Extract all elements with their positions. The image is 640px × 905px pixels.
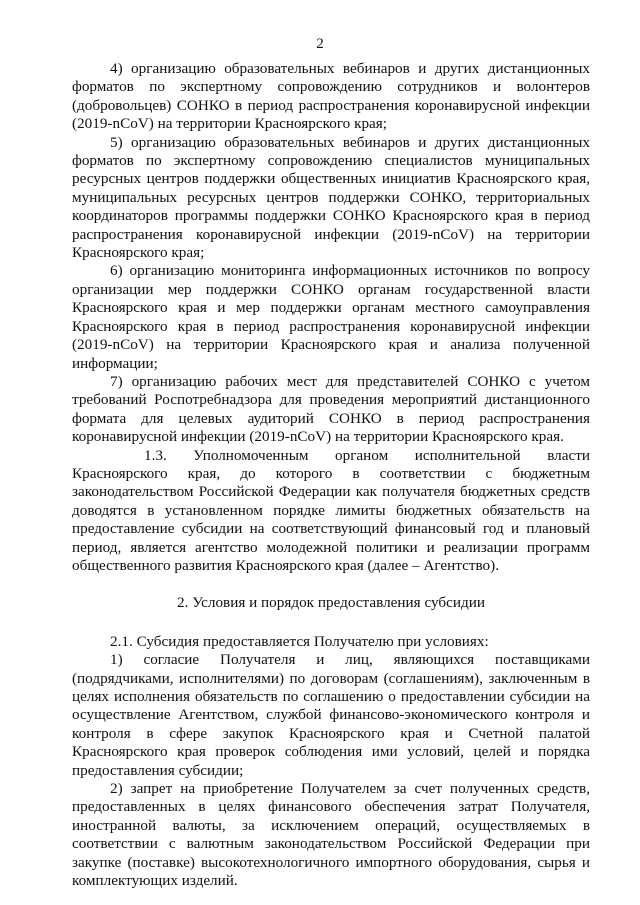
list-item-7: 7) организацию рабочих мест для представителей СОНКО с учетом требований Роспотребнадзора для проведения мероприятий дистанционного формата для целевых аудиторий СОНКО в период распространения коронавирусной инфекции (2019-nCoV) на территории Красноярского края. (72, 372, 590, 446)
condition-item-2: 2) запрет на приобретение Получателем за счет полученных средств, предоставленных в целях финансового обеспечения затрат Получателя, иностранной валюты, за исключением операций, осуществляемых в соответствии с валютным законодательством Российской Федерации при закупке (поставке) высокотехнологичного импортного оборудования, сырья и комплектующих изделий. (72, 780, 590, 890)
page-number: 2 (316, 36, 324, 52)
paragraph-1-3: 1.3. Уполномоченным органом исполнительной власти Красноярского края, до которого в соответствии с бюджетным законодательством Российской Федерации как получателя бюджетных средств доводятся в установленном порядке лимиты бюджетных обязательств на предоставление субсидии на соответствующий финансовый год и плановый период, является агентство молодежной политики и реализации программ общественного развития Красноярского края (далее – Агентство). (72, 446, 590, 574)
list-item-6: 6) организацию мониторинга информационных источников по вопросу организации мер поддержки СОНКО органам государственной власти Красноярского края и мер поддержки органам местного самоуправления Красноярского края в период распространения коронавирусной инфекции (2019-nCoV) на территории Красноярского края и анализа полученной информации; (72, 262, 590, 372)
section-heading: 2. Условия и порядок предоставления субсидии (177, 594, 485, 612)
list-item-5: 5) организацию образовательных вебинаров и других дистанционных форматов по экспертному сопровождению специалистов муниципальных ресурсных центров поддержки общественных инициатив Красноярского края, муниципальных ресурсных центров поддержки СОНКО, территориальных координаторов программы поддержки СОНКО Красноярского края в период распространения коронавирусной инфекции (2019-nCoV) на территории Красноярского края; (72, 133, 590, 262)
paragraph-2-1: 2.1. Субсидия предоставляется Получателю при условиях: (110, 632, 489, 650)
list-item-4: 4) организацию образовательных вебинаров и других дистанционных форматов по экспертному сопровождению сотрудников и волонтеров (добровольцев) СОНКО в период распространения коронавирусной инфекции (2019-nCoV) на территории Красноярского края; (72, 60, 590, 133)
condition-item-1: 1) согласие Получателя и лиц, являющихся поставщиками (подрядчиками, исполнителями) по договорам (соглашениям), заключенным в целях исполнения обязательств по соглашению о предоставлении субсидии на осуществление Агентством, службой финансово-экономического контроля и контроля в сфере закупок Красноярского края и Счетной палатой Красноярского края проверок соблюдения ими условий, целей и порядка предоставления субсидии; (72, 651, 590, 779)
document-body (72, 60, 590, 890)
